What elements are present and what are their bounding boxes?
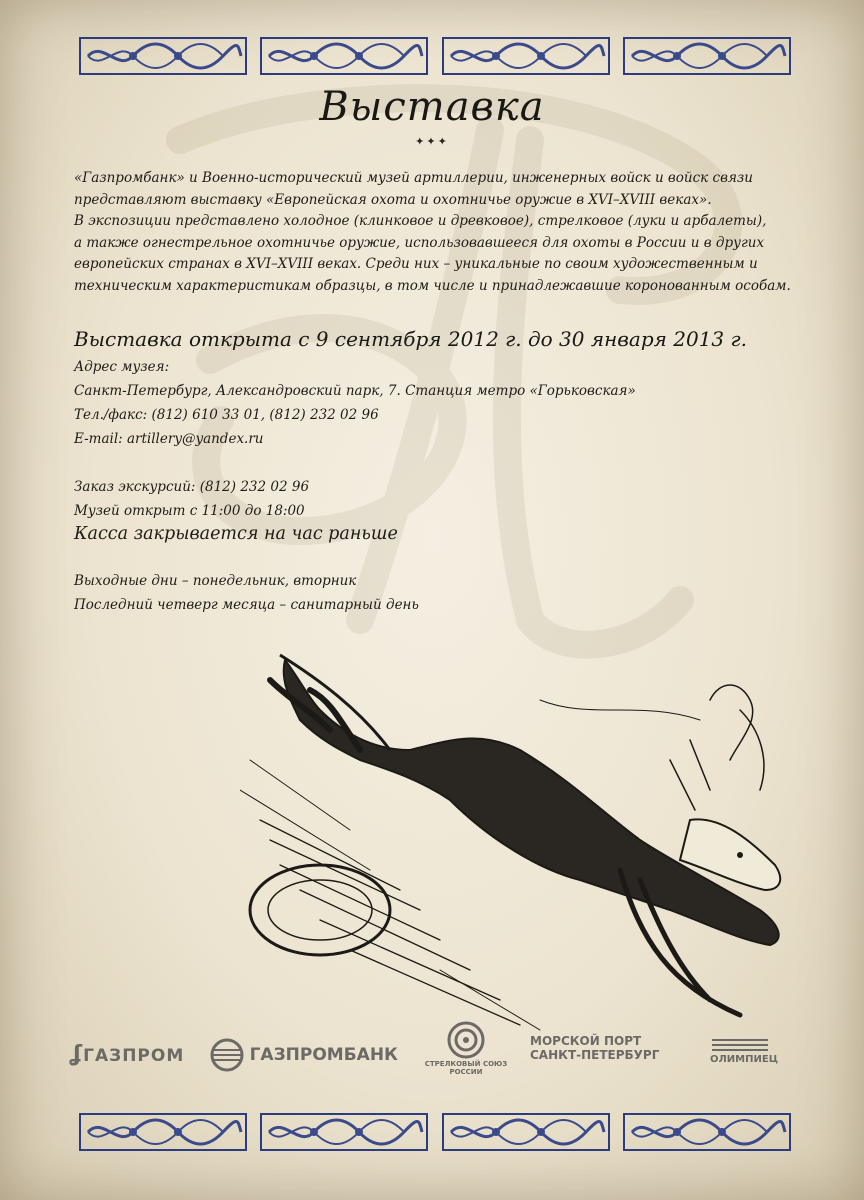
olimpiets-logo [710, 1036, 778, 1065]
gazprom-logo-text: ГАЗПРОМ [83, 1046, 185, 1066]
email: E-mail: artillery@yandex.ru [74, 431, 264, 447]
intro-line: техническим характеристикам образцы, в том числе и принадлежавшие коронованным особам. [74, 277, 791, 294]
gazprombank-logo [210, 1038, 398, 1072]
gazprom-flame-icon: ʆ [70, 1042, 84, 1067]
title-ornament: ✦✦✦ [415, 135, 449, 148]
intro-text [74, 168, 794, 298]
intro-line: «Газпромбанк» и Военно-исторический музей артиллерии, инженерных войск и войск связи [74, 170, 753, 186]
greyhound-engraving [240, 640, 800, 1040]
ornament-panel [259, 34, 429, 78]
bottom-ornament-border [78, 1110, 792, 1154]
ornament-panel [622, 34, 792, 78]
exhibition-dates: Выставка открыта с 9 сентября 2012 г. до 30 января 2013 г. [74, 327, 747, 351]
top-ornament-border [78, 34, 792, 78]
phone: Тел./факс: (812) 610 33 01, (812) 232 02 96 [74, 407, 379, 423]
page-title: Выставка [319, 84, 545, 130]
ornament-panel [78, 34, 248, 78]
shooting-union-logo [406, 1020, 526, 1076]
excursion-booking: Заказ экскурсий: (812) 232 02 96 [74, 479, 310, 495]
seaport-text-2: САНКТ-ПЕТЕРБУРГ [530, 1048, 660, 1062]
shooting-union-target-icon [446, 1020, 486, 1060]
shooting-union-text-2: РОССИИ [449, 1068, 483, 1076]
opening-hours: Музей открыт с 11:00 до 18:00 [74, 503, 305, 519]
cashier-note: Касса закрывается на час раньше [74, 524, 398, 544]
ornament-panel [259, 1110, 429, 1154]
sanitary-day: Последний четверг месяца – санитарный день [74, 597, 419, 613]
address: Санкт-Петербург, Александровский парк, 7. Станция метро «Горьковская» [74, 383, 636, 399]
sponsor-logos [70, 1020, 790, 1090]
ornament-panel [441, 1110, 611, 1154]
gazprom-logo [70, 1042, 184, 1067]
ornament-panel [441, 34, 611, 78]
intro-line: представляют выставку «Европейская охота и охотничье оружие в XVI–XVIII веках». [74, 191, 712, 208]
address-label: Адрес музея: [74, 359, 170, 375]
olimpiets-text: ОЛИМПИЕЦ [710, 1054, 778, 1065]
intro-line: а также огнестрельное охотничье оружие, использовавшееся для охоты в России и в других [74, 234, 765, 251]
days-off: Выходные дни – понедельник, вторник [74, 573, 357, 589]
intro-line: европейских странах в XVI–XVIII веках. Среди них – уникальные по своим художественным и [74, 256, 758, 273]
ornament-panel [78, 1110, 248, 1154]
gazprombank-globe-icon [210, 1038, 244, 1072]
intro-line: В экспозиции представлено холодное (клинковое и древковое), стрелковое (луки и арбалеты), [74, 213, 767, 230]
gazprombank-logo-text: ГАЗПРОМБАНК [249, 1045, 398, 1065]
ornament-panel [622, 1110, 792, 1154]
shooting-union-text: СТРЕЛКОВЫЙ СОЮЗ [424, 1060, 508, 1068]
olimpiets-emblem-icon [710, 1036, 770, 1054]
seaport-logo [530, 1034, 659, 1062]
seaport-text-1: МОРСКОЙ ПОРТ [530, 1034, 642, 1048]
